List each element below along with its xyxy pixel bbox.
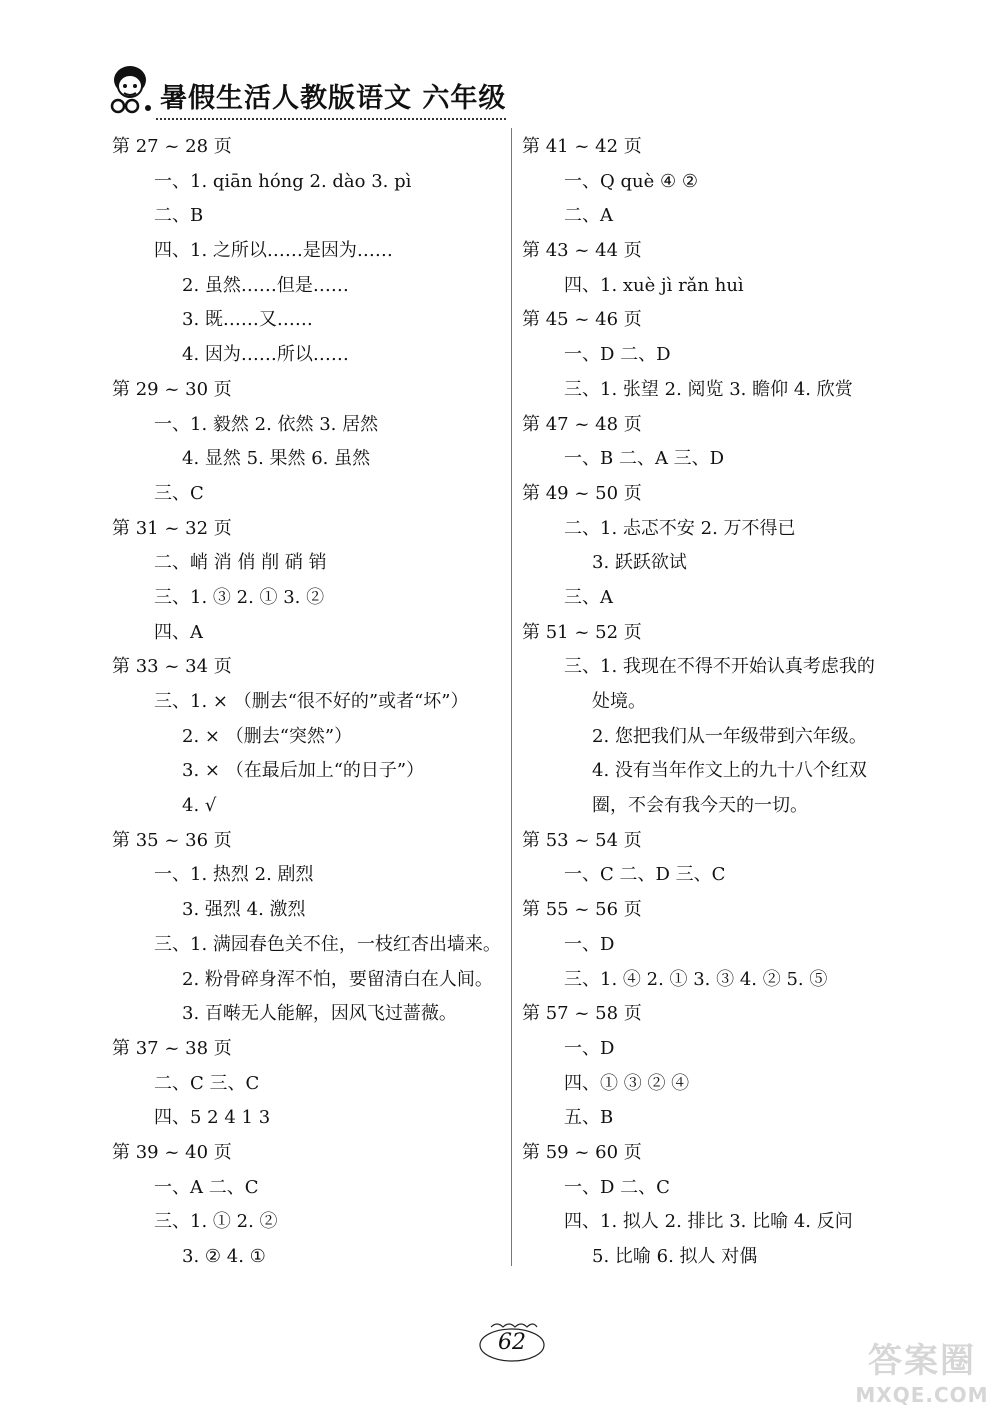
page-range-heading: 第 37 ~ 38 页 [112, 1037, 232, 1059]
page-range-heading: 第 27 ~ 28 页 [112, 136, 232, 157]
answer-line: 圈，不会有我今天的一切。 [592, 795, 808, 817]
answer-line: 二、1. 忐忑不安 2. 万不得已 [564, 517, 796, 539]
answer-line: 4. 因为……所以…… [182, 344, 349, 366]
answer-line: 三、A [564, 586, 613, 608]
answer-line: 2. 粉骨碎身浑不怕，要留清白在人间。 [182, 968, 493, 990]
answer-line: 4. √ [182, 795, 217, 817]
page-range-heading: 第 53 ~ 54 页 [522, 829, 642, 851]
answer-line: 三、1. ① 2. ② [154, 1211, 278, 1233]
answer-line: 三、1. 满园春色关不住，一枝红杏出墙来。 [154, 933, 501, 955]
right-answer-column [522, 130, 922, 1275]
answer-line: 一、A 二、C [154, 1176, 259, 1198]
answer-line: 四、5 2 4 1 3 [154, 1107, 271, 1129]
answer-line: 一、1. qiān hóng 2. dào 3. pì [154, 170, 412, 192]
page-range-heading: 第 47 ~ 48 页 [522, 413, 642, 435]
answer-line: 一、D 二、C [564, 1176, 670, 1198]
page-range-heading: 第 33 ~ 34 页 [112, 656, 232, 678]
answer-line: 四、1. 之所以……是因为…… [154, 240, 393, 262]
page-range-heading: 第 43 ~ 44 页 [522, 240, 642, 262]
header-divider [156, 118, 506, 120]
page-number: 62 [498, 1330, 526, 1355]
answer-line: 一、B 二、A 三、D [564, 448, 725, 470]
answer-line: 四、1. xuè jì rǎn huì [564, 274, 744, 296]
answer-line: 3. 百啭无人能解，因风飞过蔷薇。 [182, 1003, 457, 1025]
answer-line: 一、C 二、D 三、C [564, 864, 726, 886]
left-answer-column [112, 130, 502, 1275]
answer-line: 3. ② 4. ① [182, 1246, 266, 1267]
watermark-logo: 答案圈 [868, 1341, 976, 1381]
answer-line: 3. 既……又…… [182, 309, 313, 331]
page-range-heading: 第 31 ~ 32 页 [112, 517, 232, 539]
answer-line: 一、D 二、D [564, 344, 671, 366]
answer-line: 一、1. 毅然 2. 依然 3. 居然 [154, 413, 379, 435]
answer-line: 一、1. 热烈 2. 剧烈 [154, 864, 314, 886]
answer-line: 处境。 [592, 691, 646, 712]
page-range-heading: 第 35 ~ 36 页 [112, 829, 232, 851]
page-header [108, 58, 508, 128]
answer-line: 三、1. ④ 2. ① 3. ③ 4. ② 5. ⑤ [564, 968, 828, 990]
watermark [852, 1340, 992, 1422]
page-range-heading: 第 55 ~ 56 页 [522, 899, 642, 921]
answer-line: 四、① ③ ② ④ [564, 1072, 690, 1094]
page-range-heading: 第 41 ~ 42 页 [522, 136, 642, 157]
answer-line: 5. 比喻 6. 拟人 对偶 [592, 1246, 758, 1267]
answer-line: 2. 虽然……但是…… [182, 274, 349, 296]
answer-line: 二、A [564, 205, 613, 227]
answer-line: 四、1. 拟人 2. 排比 3. 比喻 4. 反问 [564, 1211, 853, 1233]
answer-line: 一、D [564, 1037, 615, 1059]
watermark-site: MXQE.COM [855, 1383, 989, 1407]
mascot-icon [108, 62, 154, 114]
answer-line: 一、Q què ④ ② [564, 170, 698, 192]
page-range-heading: 第 57 ~ 58 页 [522, 1003, 642, 1025]
answer-line: 二、C 三、C [154, 1072, 260, 1094]
answer-line: 二、峭 消 俏 削 硝 销 [154, 552, 327, 574]
page-range-heading: 第 39 ~ 40 页 [112, 1141, 232, 1163]
answer-line: 三、1. ③ 2. ① 3. ② [154, 586, 325, 608]
answer-line: 2. 您把我们从一年级带到六年级。 [592, 725, 867, 747]
answer-line: 三、1. × （删去“很不好的”或者“坏”） [154, 691, 469, 712]
page-range-heading: 第 29 ~ 30 页 [112, 378, 232, 400]
header-title: 暑假生活人教版语文 六年级 [160, 83, 507, 114]
answer-line: 三、1. 张望 2. 阅览 3. 瞻仰 4. 欣赏 [564, 378, 853, 400]
answer-line: 3. × （在最后加上“的日子”） [182, 760, 425, 782]
answer-line: 3. 跃跃欲试 [592, 552, 687, 574]
answer-line: 四、A [154, 621, 203, 643]
answer-line: 3. 强烈 4. 激烈 [182, 899, 306, 921]
answer-line: 三、1. 我现在不得不开始认真考虑我的 [564, 656, 875, 678]
answer-line: 二、B [154, 205, 204, 227]
answer-line: 4. 没有当年作文上的九十八个红双 [592, 760, 867, 782]
page-range-heading: 第 59 ~ 60 页 [522, 1141, 642, 1163]
answer-line: 三、C [154, 482, 204, 504]
answer-line: 4. 显然 5. 果然 6. 虽然 [182, 448, 371, 470]
page-range-heading: 第 49 ~ 50 页 [522, 482, 642, 504]
column-divider [511, 128, 512, 1266]
answer-line: 2. × （删去“突然”） [182, 725, 353, 747]
page-range-heading: 第 51 ~ 52 页 [522, 621, 642, 643]
answer-line: 五、B [564, 1107, 614, 1129]
page-range-heading: 第 45 ~ 46 页 [522, 309, 642, 331]
answer-line: 一、D [564, 933, 615, 955]
page-footer [477, 1318, 547, 1368]
